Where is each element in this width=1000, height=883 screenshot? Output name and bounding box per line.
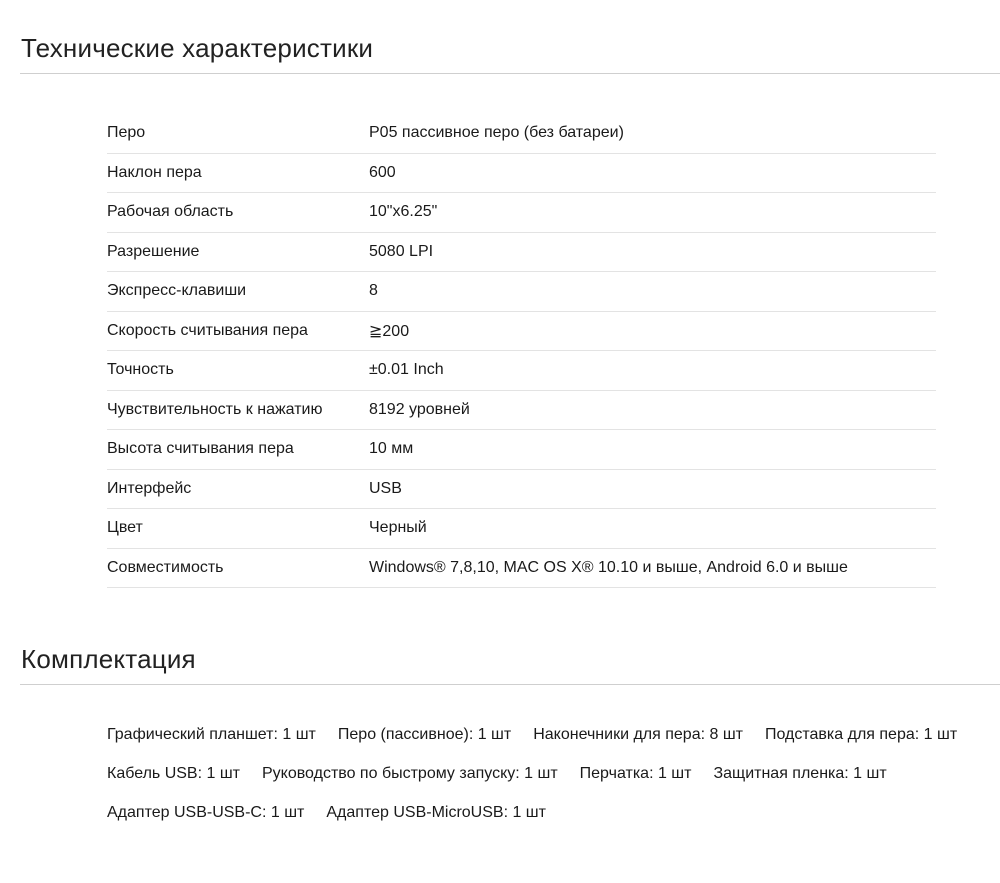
spec-row-color: [107, 509, 936, 549]
spec-value: 8192 уровней: [369, 400, 470, 418]
spec-value: 5080 LPI: [369, 242, 434, 260]
spec-value: Windows® 7,8,10, MAC OS X® 10.10 и выше, Android 6.0 и выше: [369, 558, 848, 576]
kit-item: Кабель USB: 1 шт: [107, 764, 240, 782]
spec-label: Наклон пера: [107, 163, 202, 181]
kit-item: Адаптер USB-USB-C: 1 шт: [107, 803, 305, 821]
spec-value: USB: [369, 479, 402, 497]
spec-label: Высота считывания пера: [107, 440, 294, 458]
kit-item: Перчатка: 1 шт: [579, 764, 692, 782]
spec-value: 8: [369, 282, 378, 300]
specs-section-title: Технические характеристики: [21, 33, 374, 63]
spec-value: ≧200: [369, 322, 410, 340]
spec-label: Экспресс-клавиши: [107, 282, 247, 300]
kit-line: [107, 754, 1000, 793]
kit-list: [107, 715, 1000, 832]
kit-section-title: Комплектация: [21, 644, 196, 674]
kit-section-divider: [20, 684, 1000, 685]
spec-row-active-area: [107, 193, 936, 233]
spec-row-reading-height: [107, 430, 936, 470]
kit-item: Наконечники для пера: 8 шт: [533, 725, 743, 743]
spec-row-express-keys: [107, 272, 936, 312]
spec-label: Чувствительность к нажатию: [107, 400, 323, 418]
kit-item: Перо (пассивное): 1 шт: [337, 725, 512, 743]
kit-item: Подставка для пера: 1 шт: [764, 725, 958, 743]
spec-row-resolution: [107, 233, 936, 273]
spec-row-report-rate: [107, 312, 936, 352]
spec-row-pen: [107, 114, 936, 154]
spec-row-interface: [107, 470, 936, 510]
spec-label: Совместимость: [107, 558, 224, 576]
specs-section-divider: [20, 73, 1000, 74]
spec-label: Рабочая область: [107, 203, 234, 221]
kit-item: Графический планшет: 1 шт: [107, 725, 316, 743]
kit-item: Руководство по быстрому запуску: 1 шт: [261, 764, 558, 782]
spec-row-accuracy: [107, 351, 936, 391]
spec-value: Черный: [369, 519, 427, 537]
spec-label: Разрешение: [107, 242, 200, 260]
spec-row-compatibility: [107, 549, 936, 589]
spec-row-pressure-levels: [107, 391, 936, 431]
spec-value: 10"x6.25": [369, 203, 438, 221]
kit-line: [107, 715, 1000, 754]
spec-label: Цвет: [107, 519, 143, 537]
spec-label: Скорость считывания пера: [107, 321, 308, 339]
kit-line: [107, 793, 1000, 832]
spec-value: P05 пассивное перо (без батареи): [369, 124, 624, 142]
specs-table: [107, 114, 936, 588]
spec-value: 600: [369, 163, 396, 181]
kit-item: Адаптер USB-MicroUSB: 1 шт: [326, 803, 546, 821]
spec-label: Точность: [107, 361, 174, 379]
spec-value: 10 мм: [369, 440, 414, 458]
spec-label: Перо: [107, 124, 146, 142]
spec-label: Интерфейс: [107, 479, 192, 497]
kit-item: Защитная пленка: 1 шт: [713, 764, 887, 782]
spec-value: ±0.01 Inch: [369, 361, 444, 379]
spec-row-pen-tilt: [107, 154, 936, 194]
